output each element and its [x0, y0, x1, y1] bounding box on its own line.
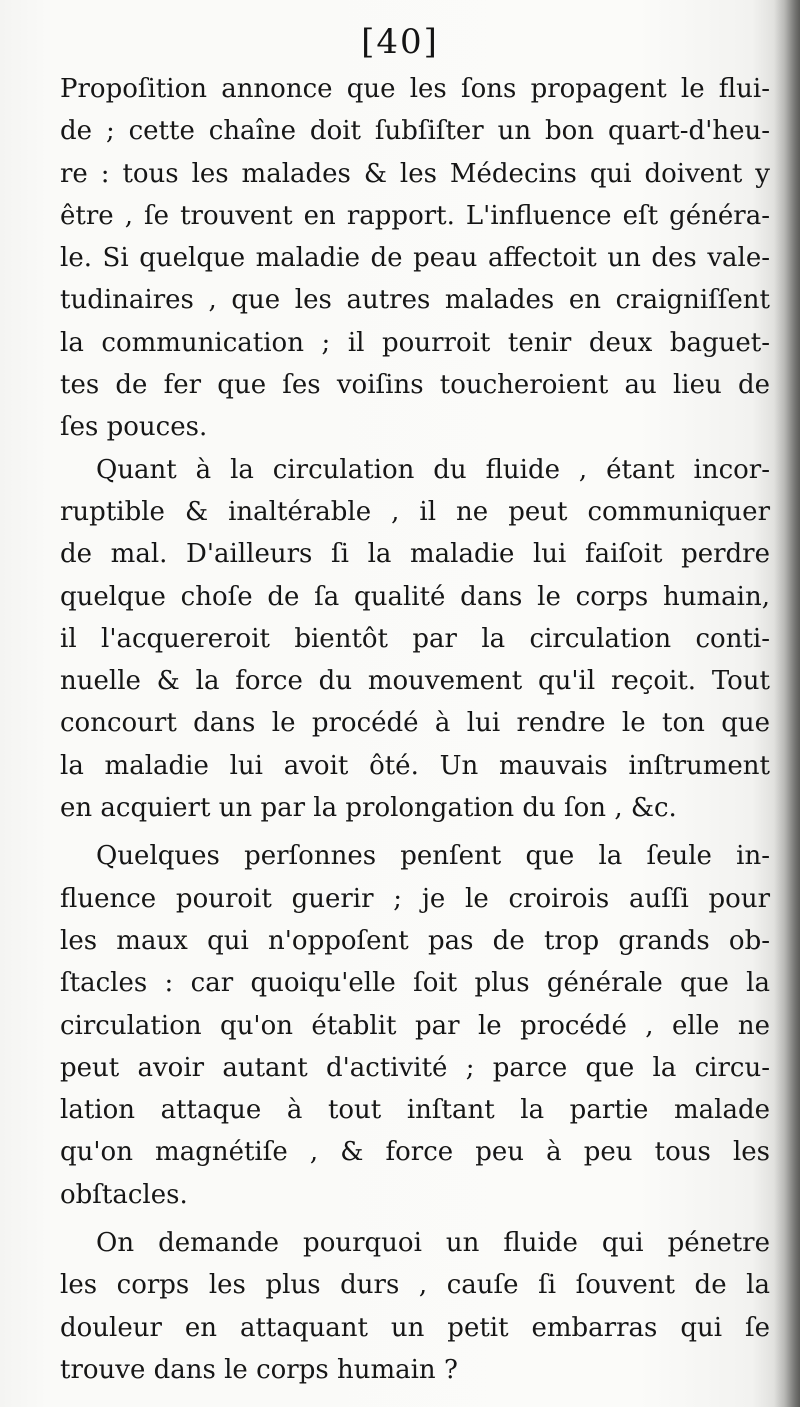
text-line: Propoſition annonce que les ſons propagent le flui- — [60, 74, 770, 104]
text-line: Quelques perſonnes penſent que la ſeule in- — [96, 841, 770, 872]
text-line: Quant à la circulation du fluide , étant incor- — [96, 454, 770, 485]
paragraph-4 — [60, 1222, 770, 1391]
text-line: de ; cette chaîne doit ſubſiſter un bon quart-d'heu- — [60, 116, 770, 147]
text-line: circulation qu'on établit par le procédé , elle ne — [60, 1010, 770, 1041]
page-number: [40] — [361, 22, 439, 62]
text-line: trouve dans le corps humain ? — [60, 1354, 458, 1385]
text-line: de mal. D'ailleurs ſi la maladie lui faiſoit perdre — [60, 539, 770, 570]
text-line: peut avoir autant d'activité ; parce que la circu- — [60, 1052, 770, 1083]
paragraph-1 — [60, 68, 770, 449]
text-line: fluence pouroit guerir ; je le croirois auſſi pour — [60, 883, 770, 914]
text-line: lation attaque à tout inſtant la partie malade — [60, 1095, 770, 1126]
text-line: ſes pouces. — [60, 412, 208, 443]
text-line: la maladie lui avoit ôté. Un mauvais inſtrument — [60, 750, 770, 781]
text-line: re : tous les malades & les Médecins qui doivent y — [60, 158, 770, 189]
page-text — [60, 68, 770, 1391]
text-line: ruptible & inaltérable , il ne peut communiquer — [60, 496, 770, 527]
text-line: les maux qui n'oppoſent pas de trop grands ob- — [60, 925, 770, 956]
text-line: être , ſe trouvent en rapport. L'influence eſt généra- — [60, 200, 770, 231]
text-line: nuelle & la force du mouvement qu'il reçoit. Tout — [60, 666, 770, 697]
paragraph-3 — [60, 835, 770, 1216]
text-line: quelque choſe de ſa qualité dans le corps humain, — [60, 581, 770, 612]
text-line: les corps les plus durs , cauſe ſi ſouvent de la — [60, 1270, 770, 1301]
text-line: le. Si quelque maladie de peau affectoit un des vale- — [60, 243, 770, 274]
paragraph-2 — [60, 449, 770, 830]
text-line: la communication ; il pourroit tenir deux baguet- — [60, 327, 770, 358]
text-line: douleur en attaquant un petit embarras qui ſe — [60, 1312, 770, 1343]
text-line: qu'on magnétiſe , & force peu à peu tous les — [60, 1137, 770, 1168]
text-line: tudinaires , que les autres malades en craigniſſent — [60, 285, 770, 316]
text-line: tes de fer que ſes voiſins toucheroient au lieu de — [60, 370, 770, 401]
binding-shadow — [774, 0, 800, 1407]
text-line: obſtacles. — [60, 1179, 188, 1210]
text-line: concourt dans le procédé à lui rendre le ton que — [60, 708, 770, 739]
text-line: en acquiert un par la prolongation du ſon , &c. — [60, 793, 677, 824]
text-line: il l'acquereroit bientôt par la circulation conti- — [60, 623, 770, 654]
text-line: ſtacles : car quoiqu'elle ſoit plus générale que la — [60, 968, 770, 999]
text-line: On demande pourquoi un fluide qui pénetre — [96, 1228, 770, 1259]
